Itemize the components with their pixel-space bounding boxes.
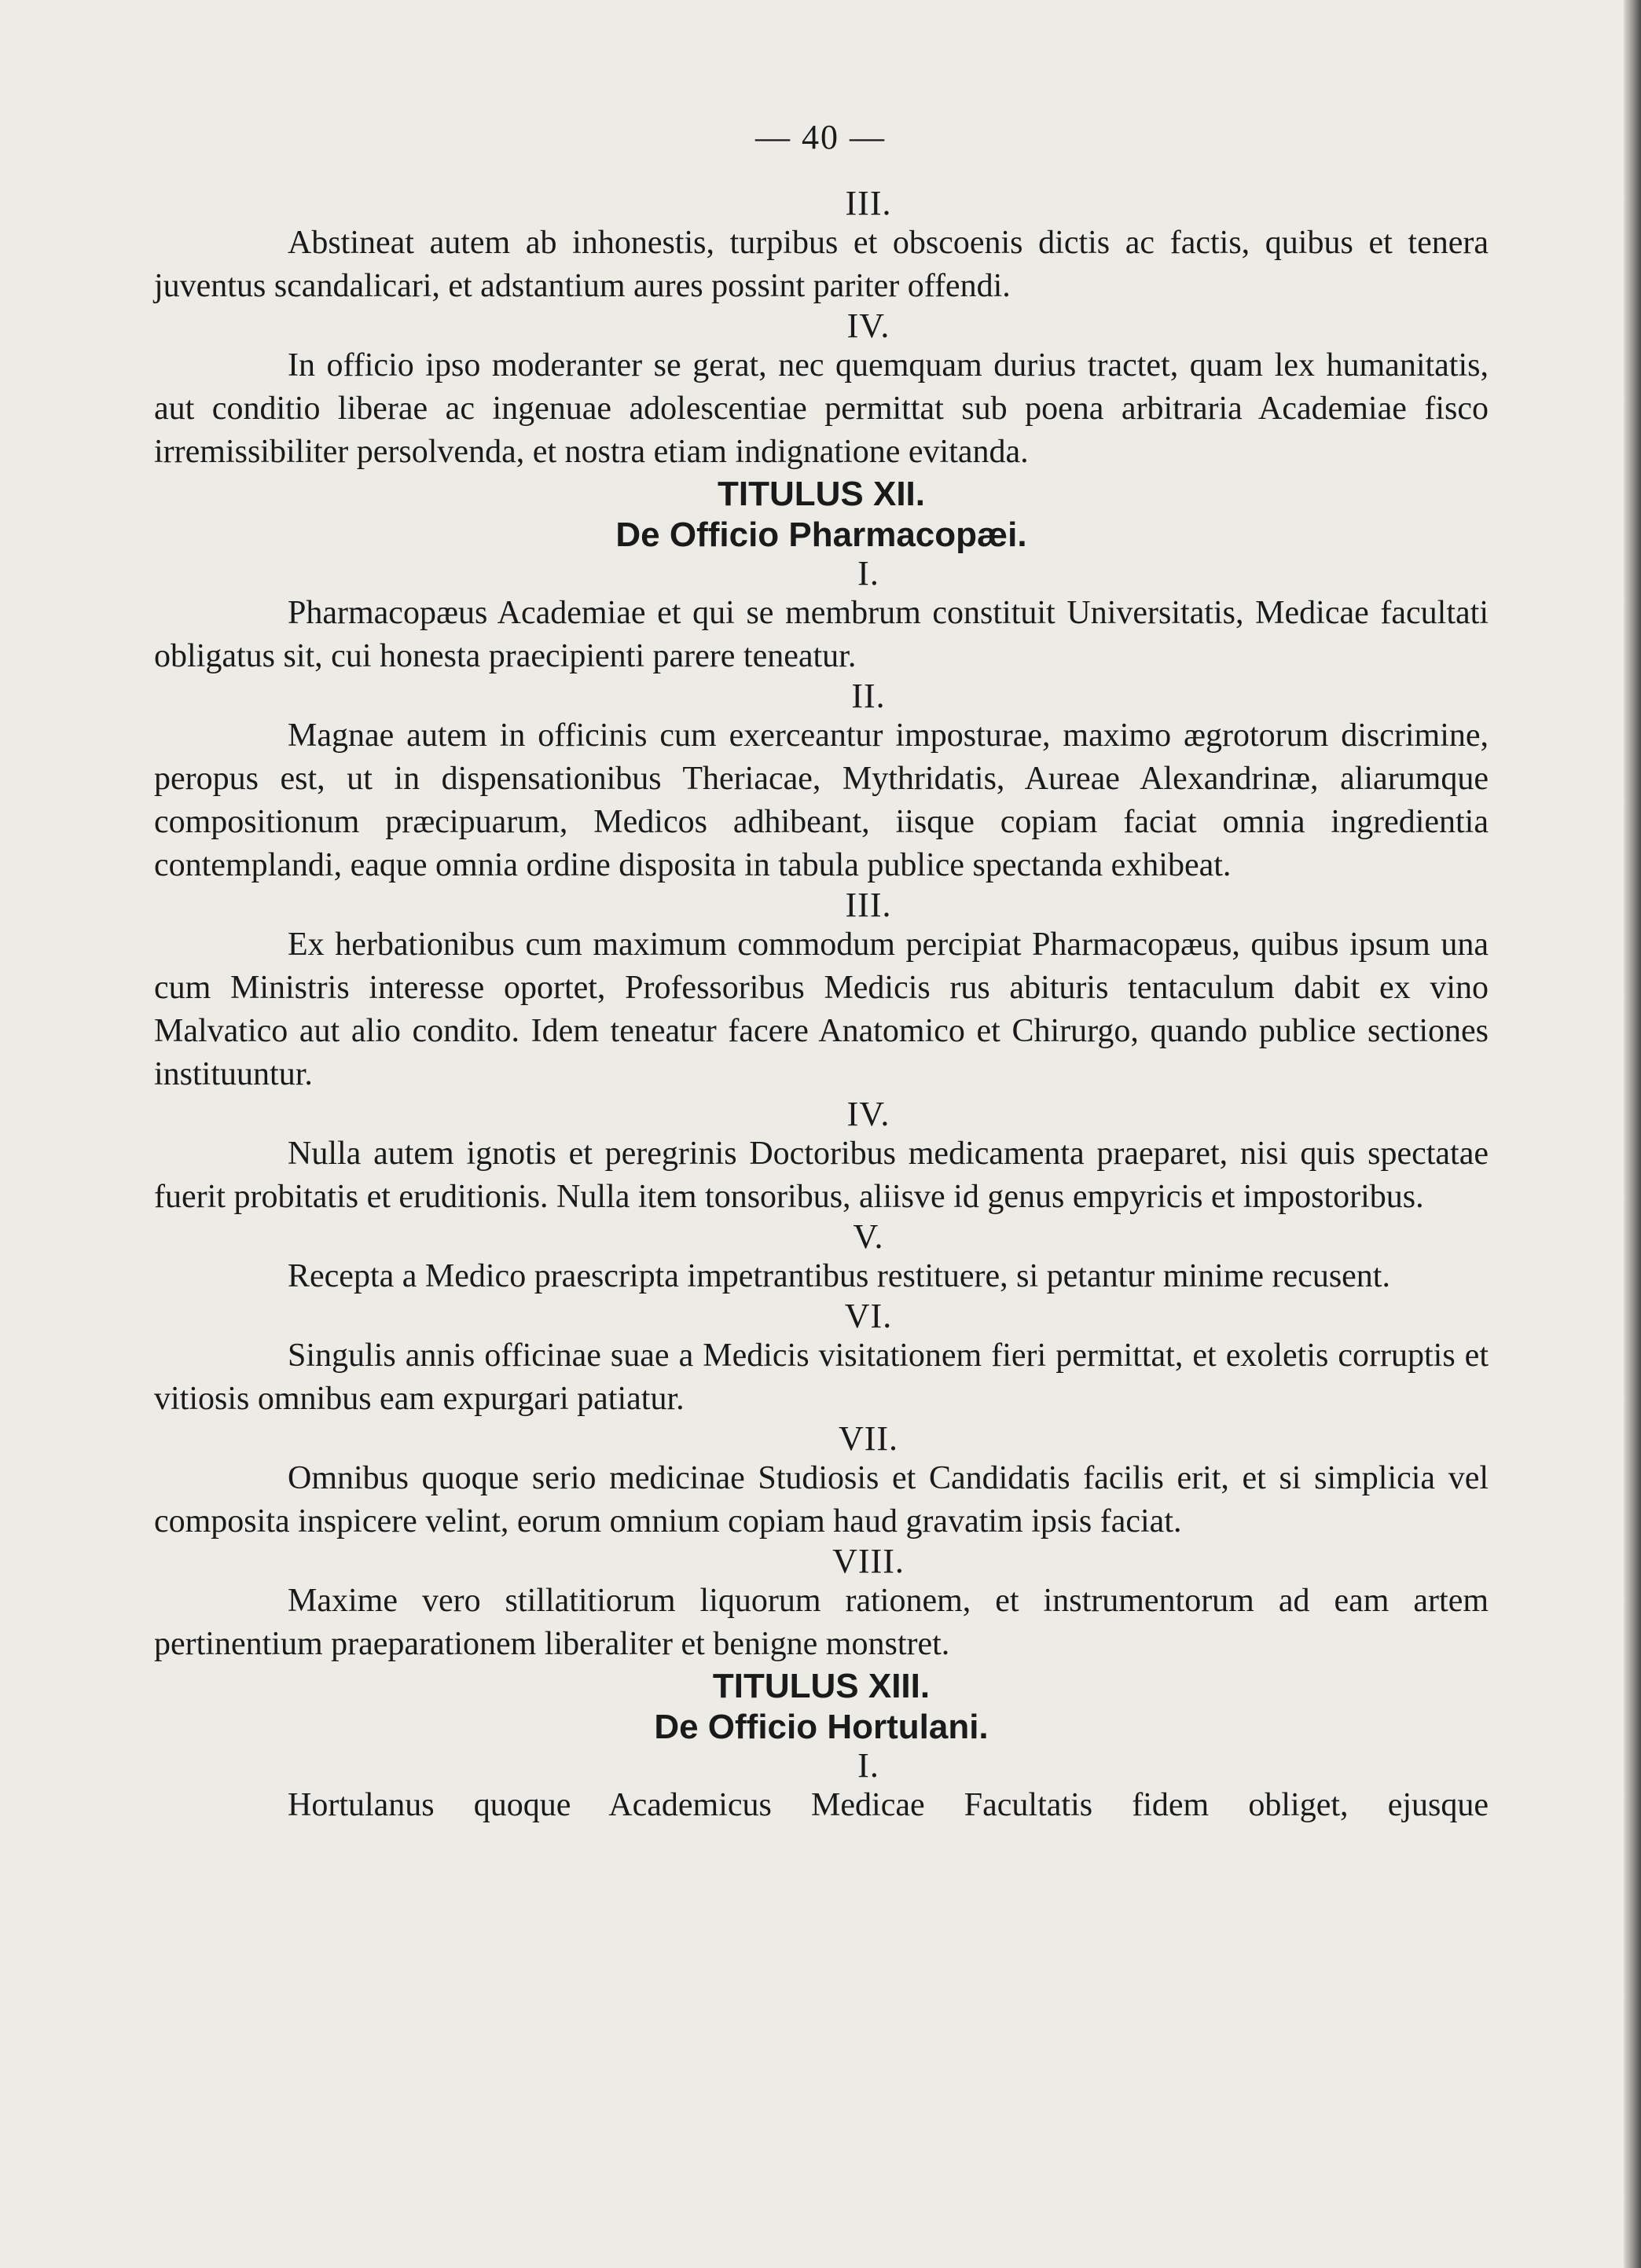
paragraph: Omnibus quoque serio medicinae Studiosis et Candidatis facilis erit, et si simplicia vel composita inspicere velint, eorum omnium copiam haud gravatim ipsis faciat.: [154, 1460, 1489, 1540]
paragraph: Nulla autem ignotis et peregrinis Doctoribus medicamenta praeparet, nisi quis spectatae fuerit probitatis et eruditionis. Nulla item tonsoribus, aliisve id genus empyricis et impostoribus.: [154, 1136, 1489, 1215]
paragraph: In officio ipso moderanter se gerat, nec quemquam durius tractet, quam lex humanitatis, aut conditio liberae ac ingenuae adolescentiae permittat sub poena arbitraria Academiae fisco irremissibiliter persolvenda, et nostra etiam indignatione evitanda.: [154, 347, 1489, 470]
section-numeral: II.: [851, 677, 886, 715]
subtitle-heading: De Officio Pharmacopæi.: [615, 516, 1027, 554]
title-heading: TITULUS XIII.: [712, 1667, 931, 1705]
page-edge-shadow: [1624, 0, 1641, 2268]
body-text: [154, 185, 1489, 1827]
section-numeral: VII.: [838, 1419, 899, 1458]
section-numeral: VI.: [844, 1297, 893, 1335]
page-number: — 40 —: [755, 118, 886, 156]
section-numeral: III.: [845, 184, 892, 222]
paragraph: Pharmacopæus Academiae et qui se membrum constituit Universitatis, Medicae facultati obligatus sit, cui honesta praecipienti parere teneatur.: [154, 595, 1489, 674]
paragraph: Magnae autem in officinis cum exerceantur imposturae, maximo ægrotorum discrimine, peropus est, ut in dispensationibus Theriacae, Mythridatis, Aureae Alexandrinæ, aliarumque compositionum præcipuarum, Medicos adhibeant, iisque copiam faciat omnia ingredientia contemplandi, eaque omnia ordine disposita in tabula publice spectanda exhibeat.: [154, 717, 1489, 883]
paragraph: Hortulanus quoque Academicus Medicae Facultatis fidem obliget, ejusque: [288, 1787, 1489, 1823]
paragraph: Maxime vero stillatitiorum liquorum rationem, et instrumentorum ad eam artem pertinentium praeparationem liberaliter et benigne monstret.: [154, 1583, 1489, 1662]
subtitle-heading: De Officio Hortulani.: [654, 1708, 989, 1746]
paragraph: Singulis annis officinae suae a Medicis visitationem fieri permittat, et exoletis corruptis et vitiosis omnibus eam expurgari patiatur.: [154, 1338, 1489, 1417]
paragraph: Recepta a Medico praescripta impetrantibus restituere, si petantur minime recusent.: [288, 1258, 1390, 1294]
paragraph: Ex herbationibus cum maximum commodum percipiat Pharmacopæus, quibus ipsum una cum Ministris interesse oportet, Professoribus Medicis rus abituris tentaculum dabit ex vino Malvatico aut alio condito. Idem teneatur facere Anatomico et Chirurgo, quando publice sectiones instituuntur.: [154, 927, 1489, 1092]
section-numeral: IV.: [846, 1095, 890, 1133]
section-numeral: V.: [853, 1217, 884, 1256]
section-numeral: I.: [857, 1746, 879, 1785]
title-heading: TITULUS XII.: [718, 475, 925, 513]
paragraph: Abstineat autem ab inhonestis, turpibus et obscoenis dictis ac factis, quibus et tenera juventus scandalicari, et adstantium aures possint pariter offendi.: [154, 225, 1489, 304]
section-numeral: VIII.: [832, 1542, 905, 1580]
section-numeral: I.: [857, 554, 879, 593]
section-numeral: III.: [845, 886, 892, 924]
section-numeral: IV.: [846, 306, 890, 345]
